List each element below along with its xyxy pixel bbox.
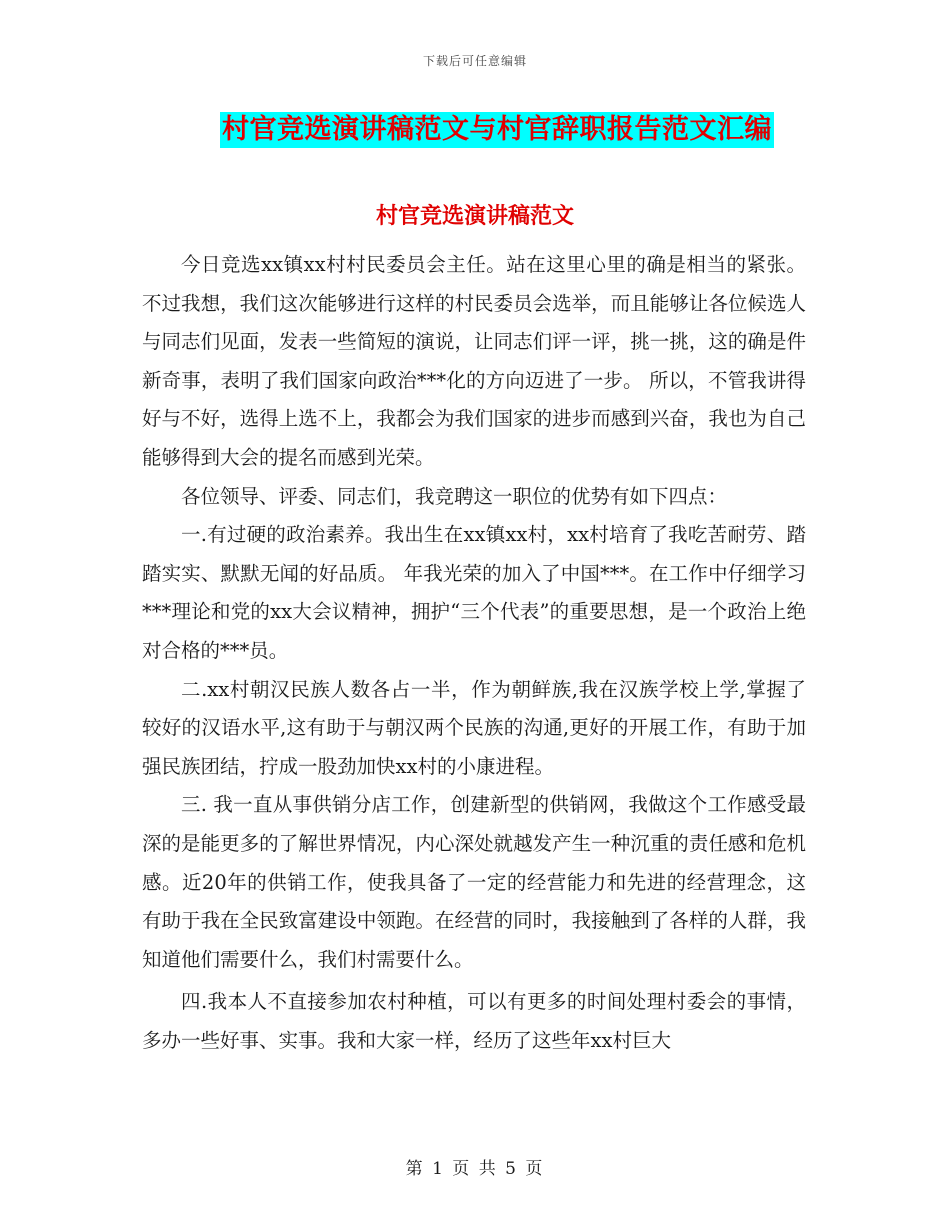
paragraph-4: 二.xx村朝汉民族人数各占一半，作为朝鲜族,我在汉族学校上学,掌握了较好的汉语水平,这有助于与朝汉两个民族的沟通,更好的开展工作，有助于加强民族团结，拧成一股劲加快xx村的小康进程。 bbox=[142, 677, 806, 778]
paragraph-2: 各位领导、评委、同志们，我竞聘这一职位的优势有如下四点： bbox=[181, 484, 728, 508]
section-title: 村官竞选演讲稿范文 bbox=[375, 203, 574, 229]
page-footer: 第 1 页 共 5 页 bbox=[405, 1159, 545, 1179]
paragraph-6: 四.我本人不直接参加农村种植，可以有更多的时间处理村委会的事情，多办一些好事、实事。我和大家一样，经历了这些年xx村巨大 bbox=[142, 990, 806, 1052]
document-title-container bbox=[0, 112, 950, 148]
document-title: 村官竞选演讲稿范文与村官辞职报告范文汇编 bbox=[220, 112, 774, 148]
paragraph-3: 一.有过硬的政治素养。我出生在xx镇xx村，xx村培育了我吃苦耐劳、踏踏实实、默默无闻的好品质。 年我光荣的加入了中国***。在工作中仔细学习***理论和党的xx大会议精神，拥护“三个代表”的重要思想，是一个政治上绝对合格的***员。 bbox=[142, 523, 806, 662]
paragraph-5: 三. 我一直从事供销分店工作，创建新型的供销网，我做这个工作感受最深的是能更多的了解世界情况，内心深处就越发产生一种沉重的责任感和危机感。近20年的供销工作，使我具备了一定的经营能力和先进的经营理念，这有助于我在全民致富建设中领跑。在经营的同时，我接触到了各样的人群，我知道他们需要什么，我们村需要什么。 bbox=[142, 793, 806, 971]
body-text bbox=[142, 246, 806, 1060]
header-note: 下载后可任意编辑 bbox=[422, 54, 527, 68]
paragraph-1: 今日竞选xx镇xx村村民委员会主任。站在这里心里的确是相当的紧张。不过我想，我们这次能够进行这样的村民委员会选举，而且能够让各位候选人与同志们见面，发表一些简短的演说，让同志们评一评，挑一挑，这的确是件新奇事，表明了我们国家向政治***化的方向迈进了一步。 所以，不管我讲得好与不好，选得上选不上，我都会为我们国家的进步而感到兴奋，我也为自己能够得到大会的提名而感到光荣。 bbox=[142, 253, 806, 469]
